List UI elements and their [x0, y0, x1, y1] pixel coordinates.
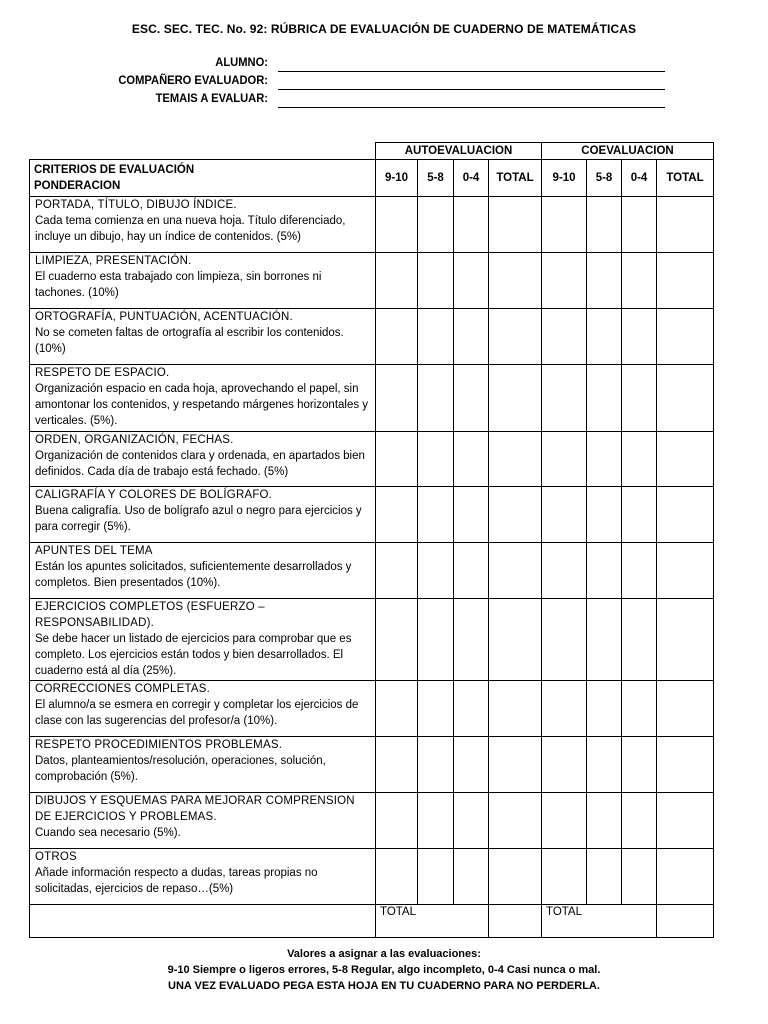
score-cell-co-0-4[interactable] [622, 253, 657, 309]
criterion-name: LIMPIEZA, PRESENTACIÓN. [35, 255, 192, 267]
total-label-co: TOTAL [542, 905, 657, 938]
criteria-header-title: CRITERIOS DE EVALUACIÓN [34, 164, 195, 176]
peer-evaluator-label: COMPAÑERO EVALUADOR: [118, 73, 268, 87]
score-cell-auto-total[interactable] [489, 487, 542, 543]
total-value-auto[interactable] [489, 905, 542, 938]
total-label-auto: TOTAL [376, 905, 489, 938]
score-cell-auto-5-8[interactable] [418, 737, 454, 793]
score-cell-co-0-4[interactable] [622, 309, 657, 365]
score-cell-auto-0-4[interactable] [454, 487, 489, 543]
score-cell-auto-9-10[interactable] [376, 681, 418, 737]
score-cell-co-total[interactable] [657, 432, 714, 487]
criterion-cell [30, 849, 376, 905]
score-cell-co-9-10[interactable] [542, 487, 587, 543]
score-cell-co-5-8[interactable] [587, 432, 622, 487]
score-cell-co-9-10[interactable] [542, 737, 587, 793]
score-cell-auto-9-10[interactable] [376, 432, 418, 487]
score-cell-co-total[interactable] [657, 197, 714, 253]
criterion-description: El alumno/a se esmera en corregir y completar los ejercicios de clase con las sugerencias del profesor/a (10%). [35, 699, 359, 727]
criteria-header-cell [30, 160, 376, 197]
score-cell-auto-total[interactable] [489, 737, 542, 793]
criterion-description: Buena caligrafía. Uso de bolígrafo azul o negro para ejercicios y para corregir (5%). [35, 505, 362, 533]
score-cell-co-0-4[interactable] [622, 197, 657, 253]
score-cell-auto-0-4[interactable] [454, 599, 489, 681]
score-cell-auto-total[interactable] [489, 681, 542, 737]
score-cell-auto-total[interactable] [489, 197, 542, 253]
score-cell-co-total[interactable] [657, 737, 714, 793]
score-cell-auto-0-4[interactable] [454, 737, 489, 793]
criterion-description: Cuando sea necesario (5%). [35, 827, 181, 839]
criterion-row [30, 309, 714, 365]
score-cell-co-0-4[interactable] [622, 849, 657, 905]
criterion-cell [30, 737, 376, 793]
peer-evaluator-field [0, 73, 768, 90]
rubric-table [29, 142, 714, 938]
score-cell-co-5-8[interactable] [587, 197, 622, 253]
criterion-description: Se debe hacer un listado de ejercicios para comprobar que es completo. Los ejercicios están todos y bien desarrollados. El cuaderno está al día (25%). [35, 633, 352, 677]
score-cell-auto-5-8[interactable] [418, 849, 454, 905]
topics-input-line[interactable] [278, 107, 665, 108]
score-cell-auto-total[interactable] [489, 365, 542, 432]
criterion-cell [30, 681, 376, 737]
score-cell-co-0-4[interactable] [622, 487, 657, 543]
criterion-name: ORDEN, ORGANIZACIÓN, FECHAS. [35, 434, 234, 446]
score-cell-co-5-8[interactable] [587, 599, 622, 681]
score-cell-auto-5-8[interactable] [418, 599, 454, 681]
topics-label: TEMAIS A EVALUAR: [155, 91, 268, 105]
topics-field [0, 91, 768, 108]
score-cell-auto-0-4[interactable] [454, 793, 489, 849]
score-cell-co-5-8[interactable] [587, 543, 622, 599]
criterion-description: Organización de contenidos clara y ordenada, en apartados bien definidos. Cada día de trabajo está fechado. (5%) [35, 450, 365, 478]
criterion-row [30, 432, 714, 487]
score-cell-co-5-8[interactable] [587, 737, 622, 793]
score-cell-auto-9-10[interactable] [376, 487, 418, 543]
score-cell-co-5-8[interactable] [587, 487, 622, 543]
criterion-description: Datos, planteamientos/resolución, operaciones, solución, comprobación (5%). [35, 755, 326, 783]
criterion-cell [30, 793, 376, 849]
criterion-row [30, 253, 714, 309]
criterion-row [30, 793, 714, 849]
criterion-row [30, 599, 714, 681]
score-cell-auto-5-8[interactable] [418, 432, 454, 487]
criterion-cell [30, 599, 376, 681]
score-cell-co-5-8[interactable] [587, 793, 622, 849]
score-cell-auto-9-10[interactable] [376, 849, 418, 905]
student-label: ALUMNO: [215, 55, 268, 69]
footer-values-title: Valores a asignar a las evaluaciones: [287, 948, 481, 960]
score-cell-auto-9-10[interactable] [376, 365, 418, 432]
criterion-description: Están los apuntes solicitados, suficientemente desarrollados y completos. Bien presentados (10%). [35, 561, 352, 589]
criterion-name: ORTOGRAFÍA, PUNTUACIÓN, ACENTUACIÓN. [35, 311, 293, 323]
group-header-row [30, 143, 714, 160]
col-header-co-total: TOTAL [657, 160, 714, 197]
score-cell-co-0-4[interactable] [622, 432, 657, 487]
footer-notes [0, 946, 768, 994]
score-cell-auto-9-10[interactable] [376, 793, 418, 849]
student-input-line[interactable] [278, 71, 665, 72]
score-cell-co-5-8[interactable] [587, 849, 622, 905]
score-cell-co-total[interactable] [657, 599, 714, 681]
score-cell-co-9-10[interactable] [542, 253, 587, 309]
criterion-description: Cada tema comienza en una nueva hoja. Título diferenciado, incluye un dibujo, hay un índice de contenidos. (5%) [35, 215, 346, 243]
score-cell-co-0-4[interactable] [622, 599, 657, 681]
score-cell-co-total[interactable] [657, 793, 714, 849]
criterion-description: Añade información respecto a dudas, tareas propias no solicitadas, ejercicios de repaso…(5%) [35, 867, 318, 895]
score-cell-auto-5-8[interactable] [418, 309, 454, 365]
col-header-co-5-8: 5-8 [587, 160, 622, 197]
score-cell-auto-5-8[interactable] [418, 793, 454, 849]
criterion-cell [30, 253, 376, 309]
criterion-cell [30, 365, 376, 432]
criterion-name: APUNTES DEL TEMA [35, 545, 153, 557]
score-cell-auto-5-8[interactable] [418, 681, 454, 737]
score-cell-auto-total[interactable] [489, 849, 542, 905]
score-cell-co-9-10[interactable] [542, 599, 587, 681]
footer-instruction: UNA VEZ EVALUADO PEGA ESTA HOJA EN TU CUADERNO PARA NO PERDERLA. [168, 980, 600, 992]
criterion-cell [30, 487, 376, 543]
col-header-auto-5-8: 5-8 [418, 160, 454, 197]
criterion-name: RESPETO DE ESPACIO. [35, 367, 170, 379]
score-cell-co-5-8[interactable] [587, 681, 622, 737]
score-cell-auto-0-4[interactable] [454, 681, 489, 737]
score-cell-co-9-10[interactable] [542, 793, 587, 849]
score-cell-auto-0-4[interactable] [454, 849, 489, 905]
score-cell-auto-0-4[interactable] [454, 365, 489, 432]
score-cell-auto-total[interactable] [489, 432, 542, 487]
criterion-name: CALIGRAFÍA Y COLORES DE BOLÍGRAFO. [35, 489, 273, 501]
col-header-co-9-10: 9-10 [542, 160, 587, 197]
score-cell-auto-total[interactable] [489, 253, 542, 309]
score-cell-co-total[interactable] [657, 543, 714, 599]
score-cell-co-9-10[interactable] [542, 197, 587, 253]
score-cell-auto-0-4[interactable] [454, 197, 489, 253]
score-cell-co-0-4[interactable] [622, 793, 657, 849]
total-row [30, 905, 714, 938]
score-cell-auto-total[interactable] [489, 599, 542, 681]
criterion-description: Organización espacio en cada hoja, aprovechando el papel, sin amontonar los contenidos, y respetando márgenes horizontales y verticales. (5%). [35, 383, 369, 427]
score-cell-auto-9-10[interactable] [376, 309, 418, 365]
score-cell-co-9-10[interactable] [542, 849, 587, 905]
peer-evaluator-input-line[interactable] [278, 89, 665, 90]
score-cell-auto-0-4[interactable] [454, 309, 489, 365]
weighting-header-title: PONDERACION [34, 180, 121, 192]
score-cell-auto-5-8[interactable] [418, 197, 454, 253]
score-cell-co-9-10[interactable] [542, 543, 587, 599]
criterion-row [30, 543, 714, 599]
blank-corner-cell [30, 143, 376, 160]
criterion-cell [30, 543, 376, 599]
criterion-name: DIBUJOS Y ESQUEMAS PARA MEJORAR COMPRENSION DE EJERCICIOS Y PROBLEMAS. [35, 795, 355, 823]
total-value-co[interactable] [657, 905, 714, 938]
rubric-body [30, 143, 714, 938]
criterion-row [30, 197, 714, 253]
score-cell-auto-5-8[interactable] [418, 487, 454, 543]
score-cell-co-0-4[interactable] [622, 737, 657, 793]
criterion-description: El cuaderno esta trabajado con limpieza, sin borrones ni tachones. (10%) [35, 271, 322, 299]
score-cell-co-total[interactable] [657, 681, 714, 737]
score-cell-co-total[interactable] [657, 849, 714, 905]
criterion-row [30, 487, 714, 543]
criterion-row [30, 681, 714, 737]
score-cell-co-9-10[interactable] [542, 365, 587, 432]
score-cell-auto-5-8[interactable] [418, 253, 454, 309]
criterion-cell [30, 432, 376, 487]
self-evaluation-header: AUTOEVALUACION [376, 143, 542, 160]
criterion-cell [30, 197, 376, 253]
score-cell-auto-0-4[interactable] [454, 253, 489, 309]
score-cell-co-5-8[interactable] [587, 365, 622, 432]
score-cell-co-total[interactable] [657, 365, 714, 432]
col-header-co-0-4: 0-4 [622, 160, 657, 197]
score-cell-auto-total[interactable] [489, 793, 542, 849]
criterion-name: CORRECCIONES COMPLETAS. [35, 683, 210, 695]
col-header-auto-9-10: 9-10 [376, 160, 418, 197]
total-row-blank-cell [30, 905, 376, 938]
criterion-cell [30, 309, 376, 365]
score-cell-co-5-8[interactable] [587, 253, 622, 309]
score-cell-auto-9-10[interactable] [376, 253, 418, 309]
score-cell-auto-total[interactable] [489, 309, 542, 365]
criterion-row [30, 849, 714, 905]
criterion-row [30, 365, 714, 432]
score-cell-auto-5-8[interactable] [418, 365, 454, 432]
score-cell-co-9-10[interactable] [542, 681, 587, 737]
score-cell-auto-9-10[interactable] [376, 197, 418, 253]
score-cell-co-total[interactable] [657, 253, 714, 309]
score-cell-co-5-8[interactable] [587, 309, 622, 365]
score-cell-co-total[interactable] [657, 309, 714, 365]
col-header-auto-0-4: 0-4 [454, 160, 489, 197]
page-title: ESC. SEC. TEC. No. 92: RÚBRICA DE EVALUACIÓN DE CUADERNO DE MATEMÁTICAS [131, 22, 637, 36]
score-cell-co-0-4[interactable] [622, 365, 657, 432]
column-header-row [30, 160, 714, 197]
peer-evaluation-header: COEVALUACION [542, 143, 714, 160]
criterion-name: RESPETO PROCEDIMIENTOS PROBLEMAS. [35, 739, 283, 751]
criterion-name: PORTADA, TÍTULO, DIBUJO ÍNDICE. [35, 199, 237, 211]
criterion-description: No se cometen faltas de ortografía al escribir los contenidos. (10%) [35, 327, 344, 355]
student-field [0, 55, 768, 72]
score-cell-auto-0-4[interactable] [454, 432, 489, 487]
score-cell-co-0-4[interactable] [622, 681, 657, 737]
col-header-auto-total: TOTAL [489, 160, 542, 197]
score-cell-auto-5-8[interactable] [418, 543, 454, 599]
score-cell-co-9-10[interactable] [542, 309, 587, 365]
score-cell-co-total[interactable] [657, 487, 714, 543]
score-cell-co-0-4[interactable] [622, 543, 657, 599]
score-cell-auto-9-10[interactable] [376, 543, 418, 599]
score-cell-auto-9-10[interactable] [376, 599, 418, 681]
footer-values-legend: 9-10 Siempre o ligeros errores, 5-8 Regular, algo incompleto, 0-4 Casi nunca o mal. [167, 964, 601, 976]
score-cell-co-9-10[interactable] [542, 432, 587, 487]
criterion-row [30, 737, 714, 793]
score-cell-auto-0-4[interactable] [454, 543, 489, 599]
criterion-name: OTROS [35, 851, 77, 863]
criterion-name: EJERCICIOS COMPLETOS (ESFUERZO – RESPONSABILIDAD). [35, 601, 265, 629]
score-cell-auto-9-10[interactable] [376, 737, 418, 793]
score-cell-auto-total[interactable] [489, 543, 542, 599]
